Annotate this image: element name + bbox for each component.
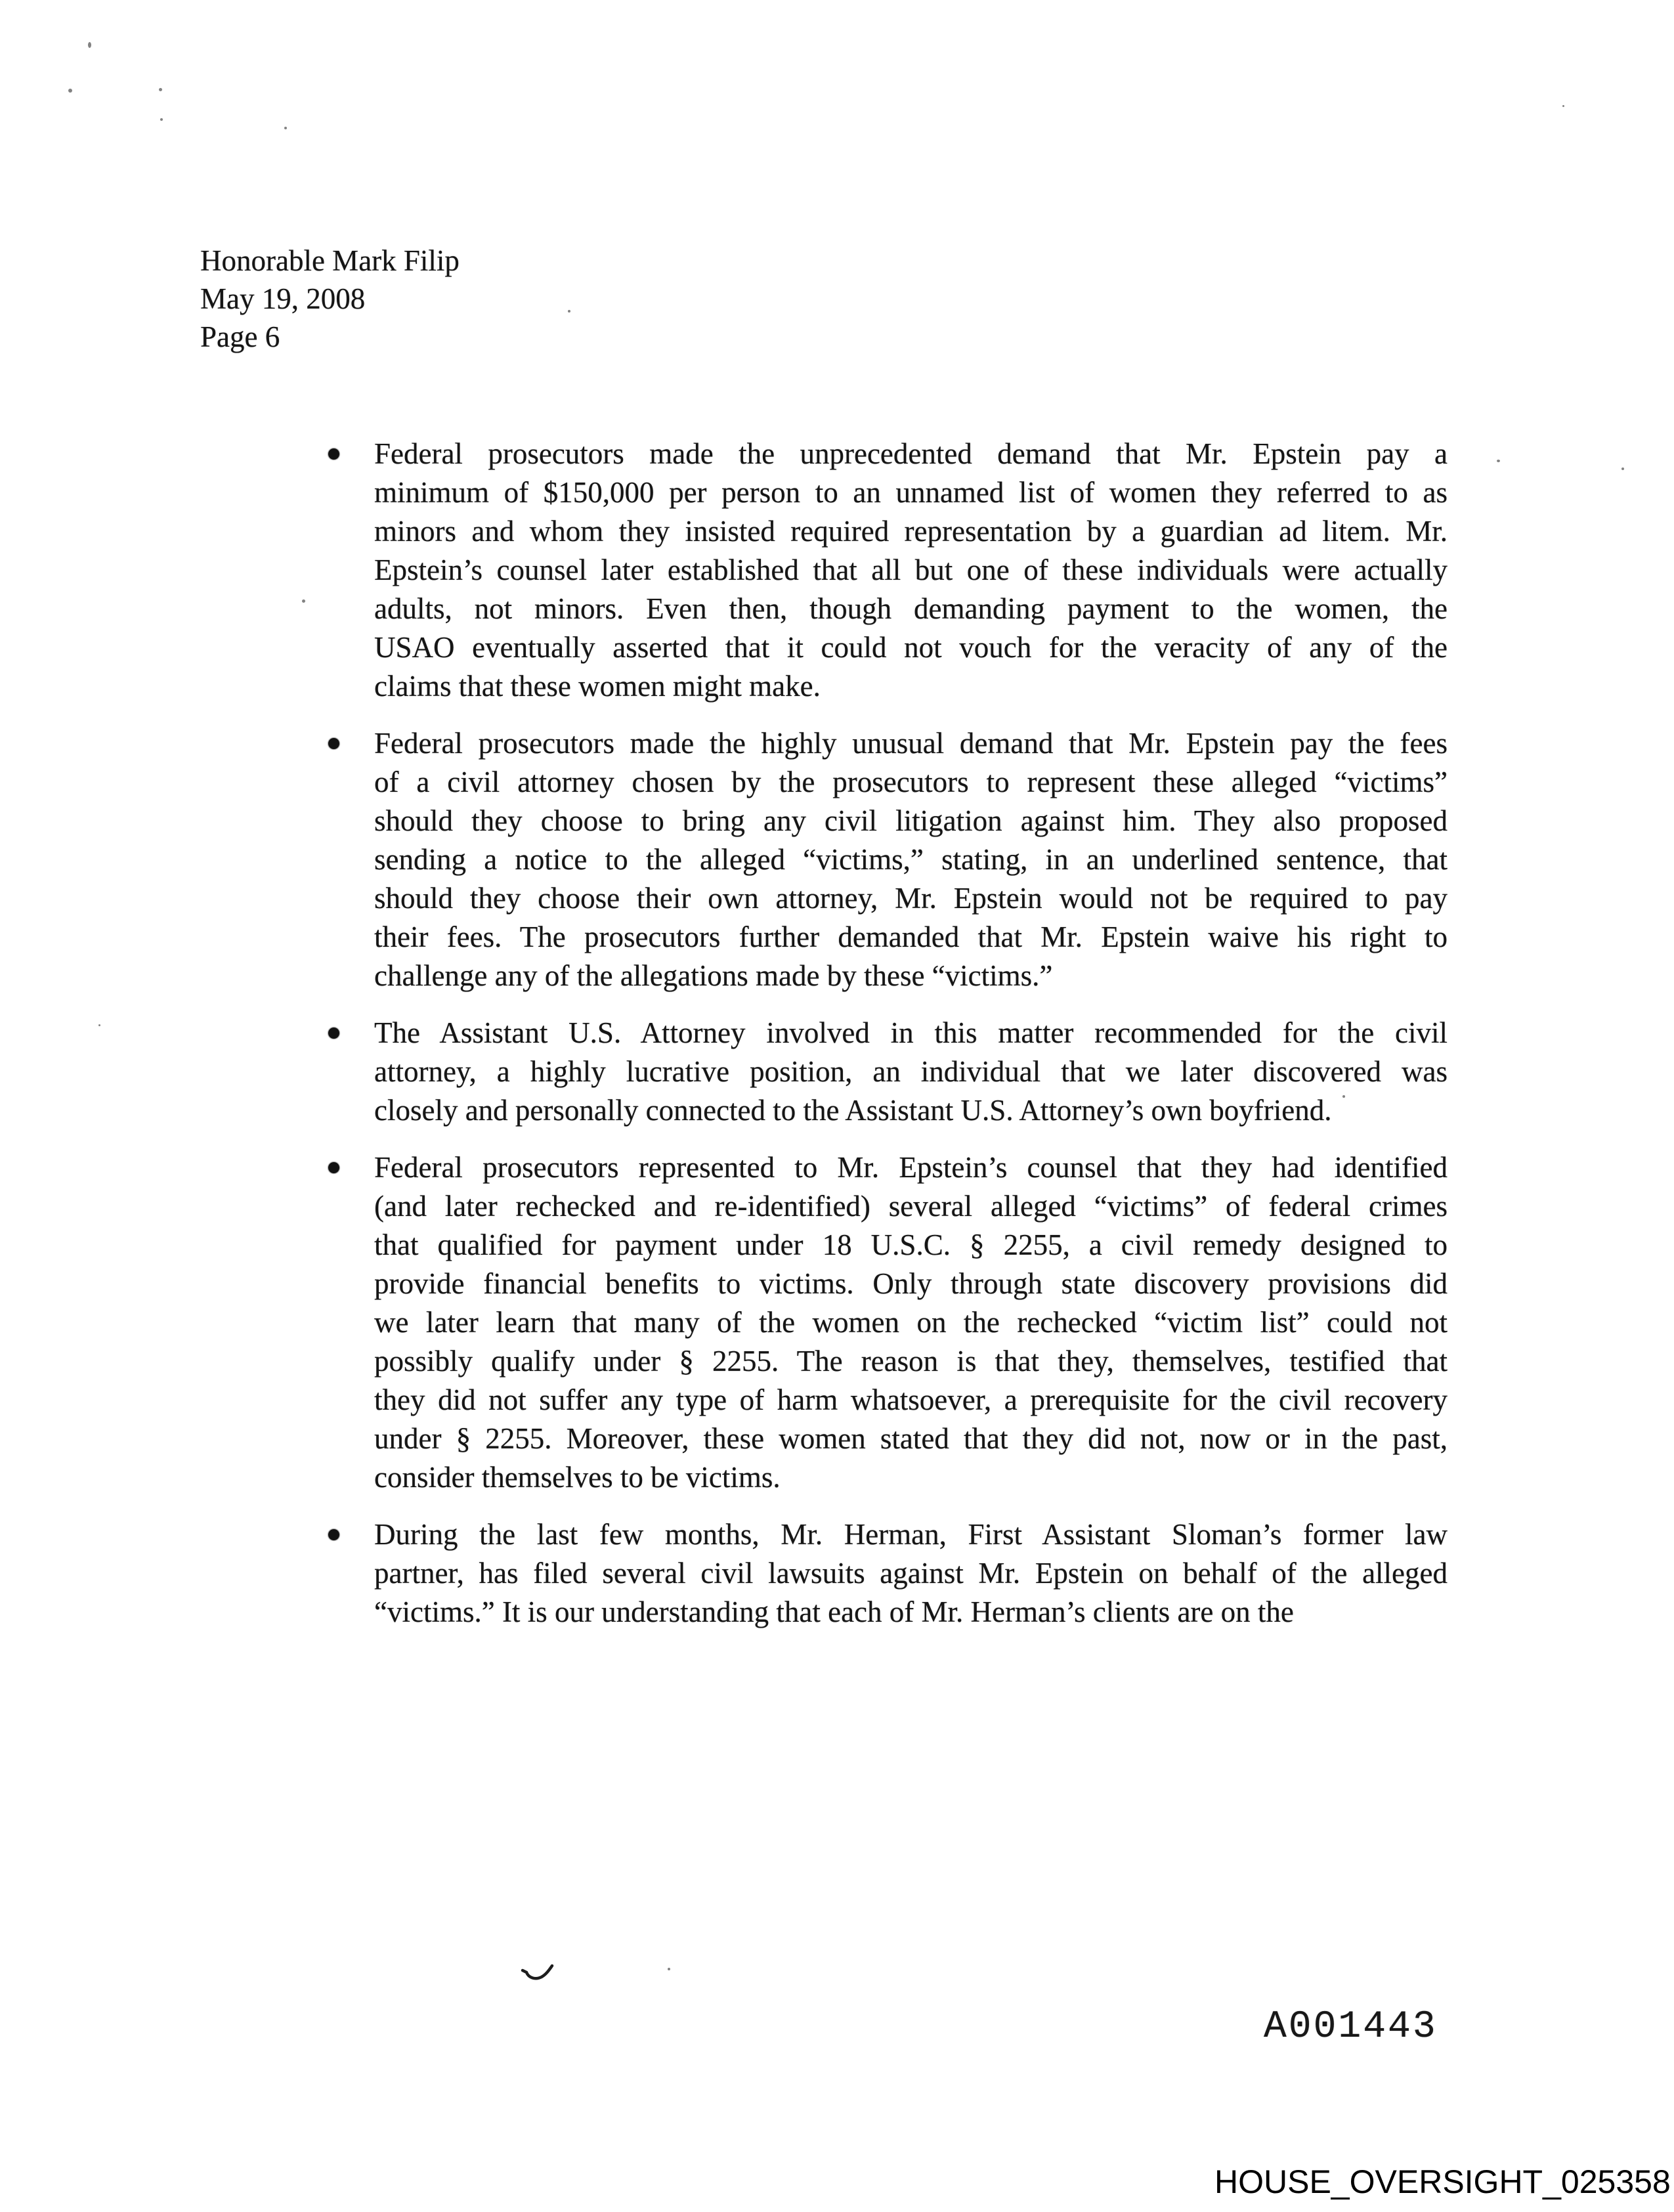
text-line: Epstein’s counsel later established that all but one of these individuals were actually (374, 553, 1448, 586)
text-line: Federal prosecutors made the highly unusual demand that Mr. Epstein pay the fees (374, 727, 1448, 760)
text-line: “victims.” It is our understanding that each of Mr. Herman’s clients are on the (374, 1595, 1294, 1628)
text-line: adults, not minors. Even then, though demanding payment to the women, the (374, 592, 1448, 625)
scan-speck (160, 118, 163, 121)
text-line: sending a notice to the alleged “victims,” stating, in an underlined sentence, that (374, 843, 1448, 876)
scan-speck (98, 1024, 100, 1026)
bullet-dot-icon (328, 1162, 339, 1173)
text-line: challenge any of the allegations made by these “victims.” (374, 959, 1053, 992)
text-line: consider themselves to be victims. (374, 1461, 781, 1494)
text-line: The Assistant U.S. Attorney involved in this matter recommended for the civil (374, 1016, 1448, 1049)
text-line: should they choose their own attorney, Mr. Epstein would not be required to pay (374, 882, 1448, 915)
text-line: Federal prosecutors made the unprecedented demand that Mr. Epstein pay a (374, 437, 1448, 470)
header-date: May 19, 2008 (200, 282, 366, 315)
text-line: should they choose to bring any civil litigation against him. They also proposed (374, 804, 1448, 837)
scan-speck (1562, 105, 1564, 107)
scan-speck (159, 88, 162, 91)
text-line: under § 2255. Moreover, these women stated that they did not, now or in the past, (374, 1422, 1448, 1455)
scan-speck (88, 42, 91, 48)
scan-speck (568, 310, 570, 313)
bullet-item (374, 1515, 1448, 1632)
stamped-id: A001443 (1264, 2006, 1438, 2049)
bullet-list (374, 435, 1448, 1650)
bullet-dot-icon (328, 738, 339, 749)
text-line: claims that these women might make. (374, 670, 821, 703)
text-line: During the last few months, Mr. Herman, First Assistant Sloman’s former law (374, 1518, 1448, 1551)
text-line: minimum of $150,000 per person to an unnamed list of women they referred to as (374, 476, 1448, 509)
text-line: they did not suffer any type of harm whatsoever, a prerequisite for the civil recovery (374, 1383, 1448, 1416)
text-line: that qualified for payment under 18 U.S.C. § 2255, a civil remedy designed to (374, 1228, 1448, 1261)
text-line: we later learn that many of the women on the rechecked “victim list” could not (374, 1306, 1448, 1339)
text-line: partner, has filed several civil lawsuits against Mr. Epstein on behalf of the alleged (374, 1557, 1448, 1590)
bullet-dot-icon (328, 448, 339, 460)
text-line: (and later rechecked and re-identified) several alleged “victims” of federal crimes (374, 1190, 1448, 1223)
bullet-item (374, 724, 1448, 995)
scan-speck (668, 1968, 670, 1970)
scan-speck (1497, 460, 1500, 462)
scan-speck (1342, 1095, 1345, 1098)
scan-speck (302, 599, 305, 603)
header-recipient: Honorable Mark Filip (200, 244, 460, 277)
text-line: of a civil attorney chosen by the prosecutors to represent these alleged “victims” (374, 766, 1448, 798)
text-line: USAO eventually asserted that it could not vouch for the veracity of any of the (374, 631, 1448, 664)
text-line: provide financial benefits to victims. Only through state discovery provisions did (374, 1267, 1448, 1300)
bullet-dot-icon (328, 1529, 339, 1540)
text-line: closely and personally connected to the Assistant U.S. Attorney’s own boyfriend. (374, 1094, 1332, 1127)
text-line: Federal prosecutors represented to Mr. Epstein’s counsel that they had identified (374, 1151, 1448, 1184)
scan-speck (68, 89, 72, 93)
header-page-label: Page 6 (200, 320, 280, 353)
bullet-item (374, 435, 1448, 706)
text-line: minors and whom they insisted required representation by a guardian ad litem. Mr. (374, 515, 1448, 548)
text-line: attorney, a highly lucrative position, an individual that we later discovered was (374, 1055, 1448, 1088)
handwritten-mark-icon (520, 1962, 561, 1989)
scan-speck (284, 127, 287, 129)
scan-speck (1621, 467, 1624, 470)
bullet-item (374, 1014, 1448, 1130)
bullet-item (374, 1148, 1448, 1497)
bullet-dot-icon (328, 1028, 339, 1039)
letter-header (200, 242, 460, 356)
text-line: possibly qualify under § 2255. The reason is that they, themselves, testified that (374, 1345, 1448, 1377)
text-line: their fees. The prosecutors further demanded that Mr. Epstein waive his right to (374, 921, 1448, 953)
bates-number: HOUSE_OVERSIGHT_025358 (1214, 2163, 1671, 2200)
